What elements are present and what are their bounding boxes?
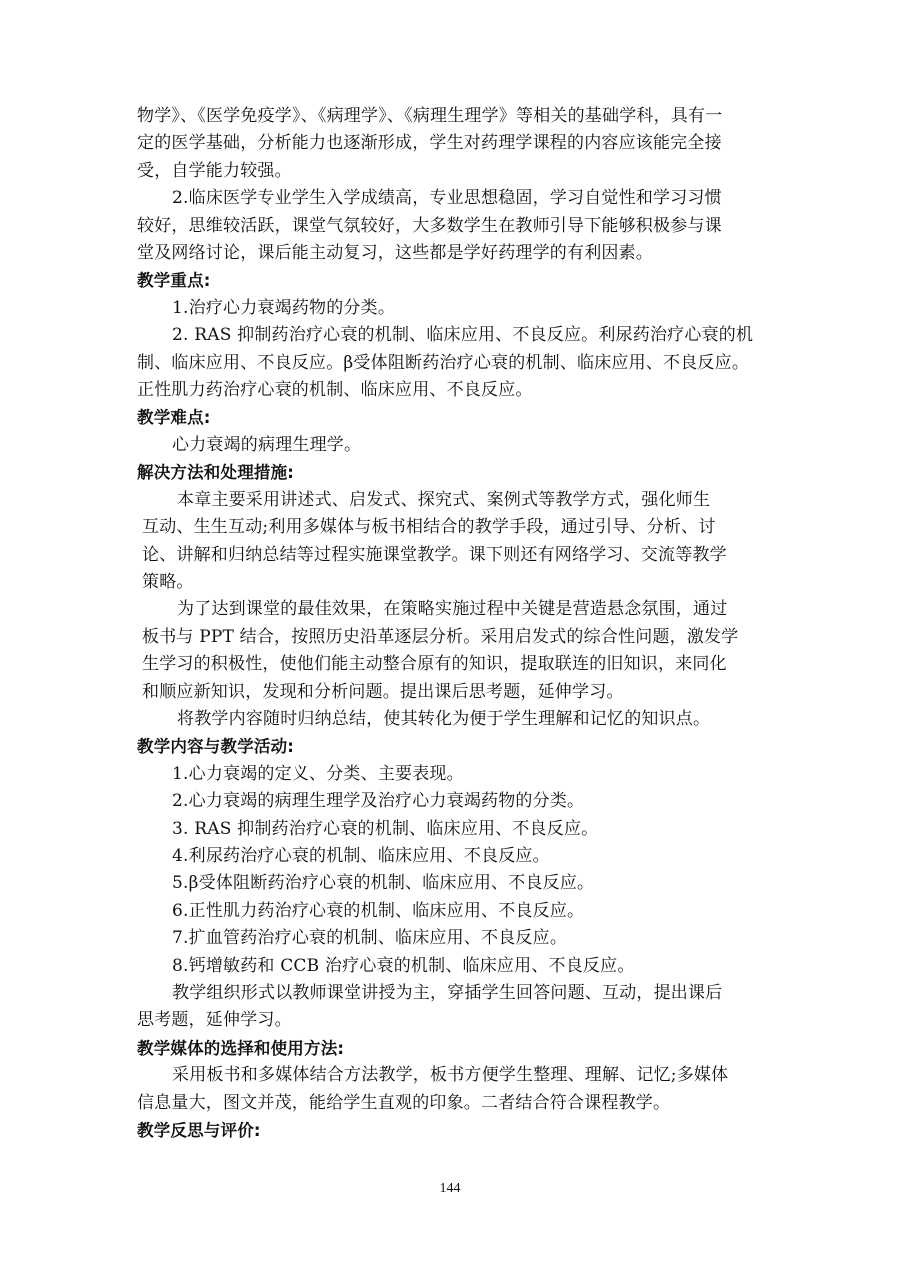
text-line: 受，自学能力较强。 [137, 160, 292, 181]
text-line: 信息量大，图文并茂，能给学生直观的印象。二者结合符合课程教学。 [137, 1092, 671, 1113]
section-heading: 教学内容与教学活动: [137, 737, 295, 757]
section-heading: 解决方法和处理措施: [137, 463, 295, 483]
text-line: 较好，思维较活跃，课堂气氛较好，大多数学生在教师引导下能够积极参与课 [137, 215, 722, 236]
text-line: 1.治疗心力衰竭药物的分类。 [172, 297, 396, 318]
text-line: 论、讲解和归纳总结等过程实施课堂教学。课下则还有网络学习、交流等教学 [142, 544, 727, 565]
text-line: 心力衰竭的病理生理学。 [172, 434, 362, 455]
text-line: 2.临床医学专业学生入学成绩高，专业思想稳固，学习自觉性和学习习惯 [172, 188, 722, 209]
text-line: 将教学内容随时归纳总结，使其转化为便于学生理解和记忆的知识点。 [177, 708, 711, 729]
text-line: 策略。 [142, 571, 194, 592]
text-line: 堂及网络讨论，课后能主动复习，这些都是学好药理学的有利因素。 [137, 243, 653, 264]
text-line: 定的医学基础，分析能力也逐渐形成，学生对药理学课程的内容应该能完全接 [137, 133, 722, 154]
page-number: 144 [439, 1181, 461, 1196]
text-line: 5.β受体阻断药治疗心衰的机制、临床应用、不良反应。 [172, 873, 595, 894]
text-line: 正性肌力药治疗心衰的机制、临床应用、不良反应。 [137, 380, 533, 401]
text-line: 教学组织形式以教师课堂讲授为主，穿插学生回答问题、互动，提出课后 [172, 983, 723, 1003]
text-line: 6.正性肌力药治疗心衰的机制、临床应用、不良反应。 [172, 900, 585, 921]
text-line: 7.扩血管药治疗心衰的机制、临床应用、不良反应。 [172, 928, 568, 949]
section-heading: 教学反思与评价: [137, 1121, 261, 1141]
section-heading: 教学重点: [137, 271, 211, 291]
section-heading: 教学媒体的选择和使用方法: [137, 1038, 345, 1058]
section-heading: 教学难点: [137, 408, 211, 428]
document-body [137, 103, 777, 1144]
text-line: 2.心力衰竭的病理生理学及治疗心力衰竭药物的分类。 [172, 791, 585, 812]
text-line: 和顺应新知识，发现和分析问题。提出课后思考题，延伸学习。 [142, 681, 624, 702]
text-line: 制、临床应用、不良反应。β受体阻断药治疗心衰的机制、临床应用、不良反应。 [137, 352, 750, 373]
text-line: 3. RAS 抑制药治疗心衰的机制、临床应用、不良反应。 [172, 818, 599, 839]
text-line: 物学》、《医学免疫学》、《病理学》、《病理生理学》等相关的基础学科，具有一 [137, 106, 723, 126]
text-line: 4.利尿药治疗心衰的机制、临床应用、不良反应。 [172, 845, 550, 866]
text-line: 2. RAS 抑制药治疗心衰的机制、临床应用、不良反应。利尿药治疗心衰的机 [172, 325, 754, 346]
text-line: 生学习的积极性，使他们能主动整合原有的知识，提取联连的旧知识，来同化 [142, 654, 727, 675]
text-line: 本章主要采用讲述式、启发式、探究式、案例式等教学方式，强化师生 [177, 489, 711, 510]
text-line: 思考题，延伸学习。 [137, 1010, 292, 1031]
text-line: 板书与 PPT 结合，按照历史沿革逐层分析。采用启发式的综合性问题，激发学 [142, 626, 739, 647]
text-line: 为了达到课堂的最佳效果，在策略实施过程中关键是营造悬念氛围，通过 [177, 599, 728, 620]
text-line: 1.心力衰竭的定义、分类、主要表现。 [172, 763, 464, 784]
text-line: 采用板书和多媒体结合方法教学，板书方便学生整理、理解、记忆;多媒体 [172, 1065, 729, 1086]
text-line: 互动、生生互动;利用多媒体与板书相结合的教学手段，通过引导、分析、讨 [142, 517, 716, 538]
text-line: 8.钙增敏药和 CCB 治疗心衰的机制、临床应用、不良反应。 [172, 955, 635, 976]
